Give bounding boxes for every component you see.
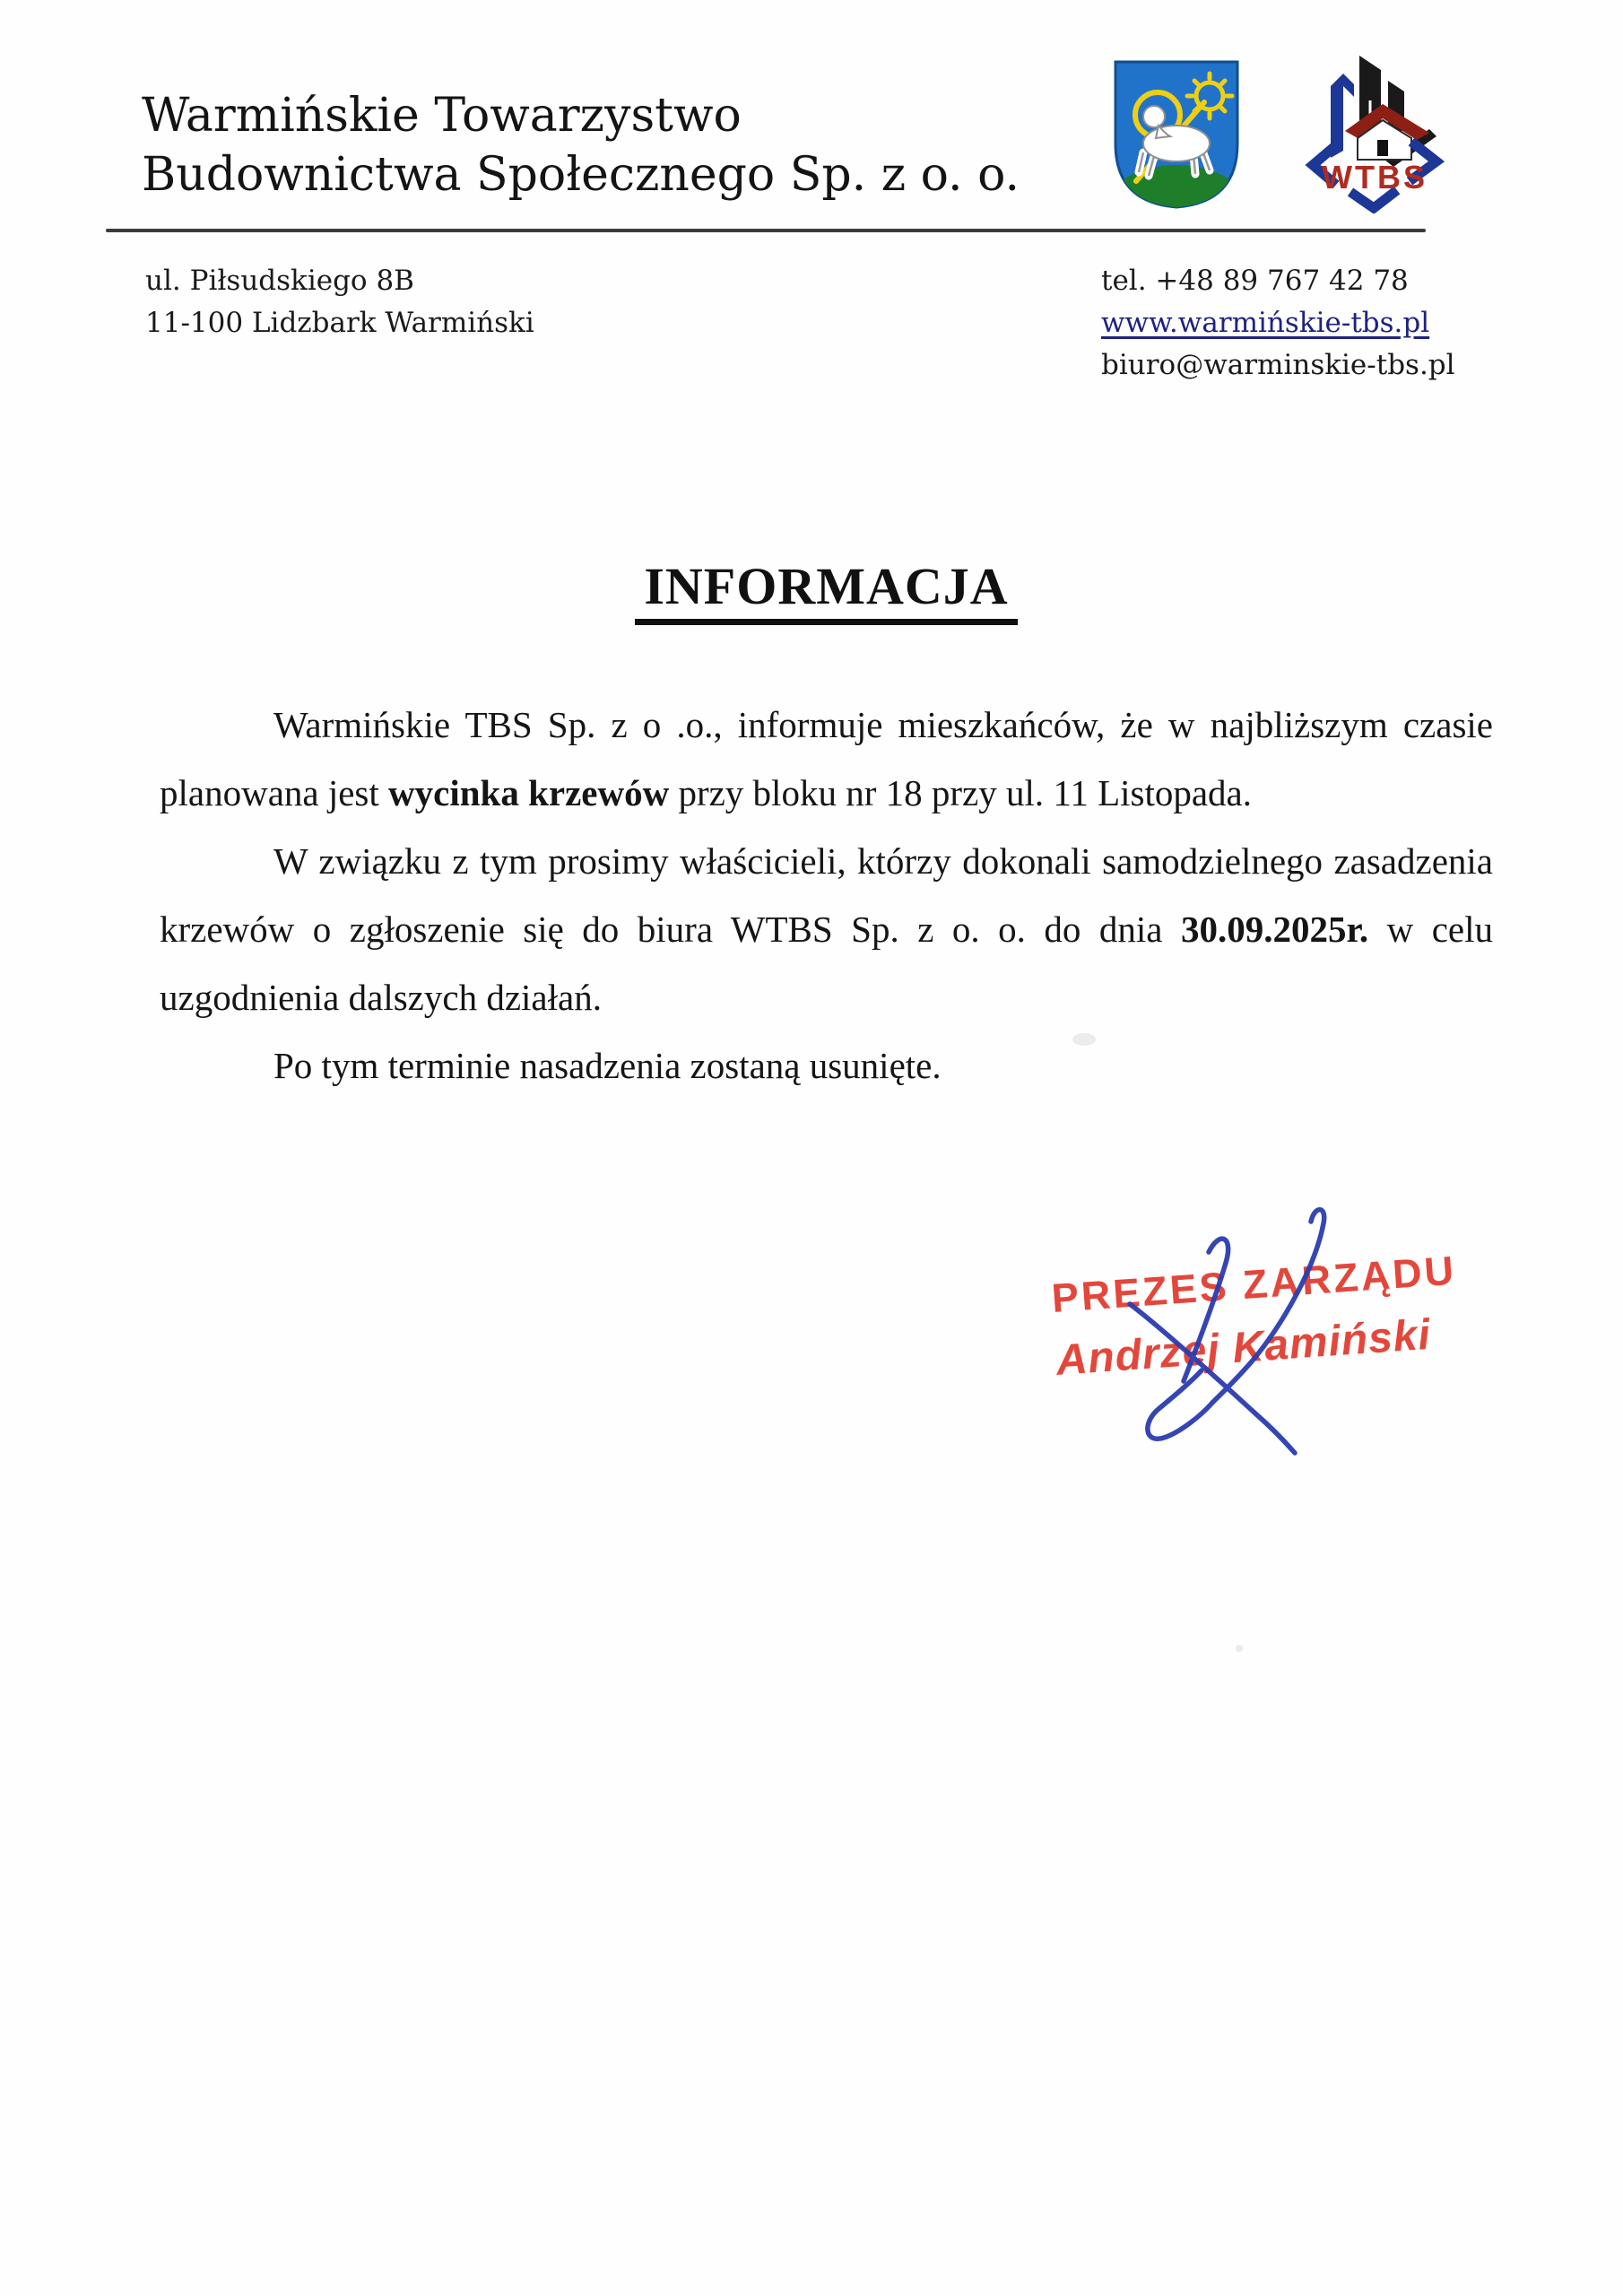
stamp-title: PREZES ZARZĄDU (1050, 1247, 1458, 1321)
lidzbark-coat-of-arms-icon (1109, 56, 1244, 210)
paragraph-1-end: przy bloku nr 18 przy ul. 11 Listopada. (669, 772, 1252, 813)
phone-number: tel. +48 89 767 42 78 (1101, 265, 1409, 297)
notice-title: INFORMACJA (635, 556, 1017, 625)
company-name-line1: Warmińskie Towarzystwo (142, 89, 742, 143)
paragraph-2 (160, 827, 1493, 1031)
paragraph-1 (160, 691, 1493, 827)
wtbs-logo-icon (1298, 45, 1451, 213)
company-name (142, 86, 1020, 204)
handwritten-signature (1103, 1195, 1336, 1464)
scan-artifact (1072, 1033, 1096, 1046)
paragraph-1-bold: wycinka krzewów (388, 772, 670, 813)
paragraph-2-start: W związku z tym prosimy właścicieli, którzy dokonali samodzielnego zasadzenia krzewów o zgłoszenie się do biura WTBS Sp. z o. o. do dnia (160, 840, 1493, 950)
company-name-line2: Budownictwa Społecznego Sp. z o. o. (142, 148, 1020, 202)
scan-artifact (1236, 1645, 1243, 1652)
header-divider (106, 229, 1426, 232)
website-link: www.warmińskie-tbs.pl (1101, 307, 1430, 339)
paragraph-2-bold: 30.09.2025r. (1180, 909, 1369, 950)
wtbs-logo-text: WTBS (1322, 159, 1428, 196)
email-address: biuro@warminskie-tbs.pl (1101, 349, 1455, 381)
notice-title-wrap (160, 556, 1493, 625)
contact-block (1101, 260, 1455, 387)
notice-body (160, 691, 1493, 1100)
address-city: 11-100 Lidzbark Warmiński (145, 307, 534, 339)
paragraph-3: Po tym terminie nasadzenia zostaną usunięte. (273, 1045, 942, 1086)
address-block (145, 260, 534, 344)
paragraph-2-end: w celu uzgodnienia dalszych działań. (160, 909, 1493, 1018)
address-street: ul. Piłsudskiego 8B (145, 265, 414, 297)
paragraph-1-start: Warmińskie TBS Sp. z o .o., informuje mieszkańców, że w najbliższym czasie planowana jest (160, 704, 1493, 813)
stamp-name: Andrzej Kamiński (1055, 1310, 1433, 1385)
